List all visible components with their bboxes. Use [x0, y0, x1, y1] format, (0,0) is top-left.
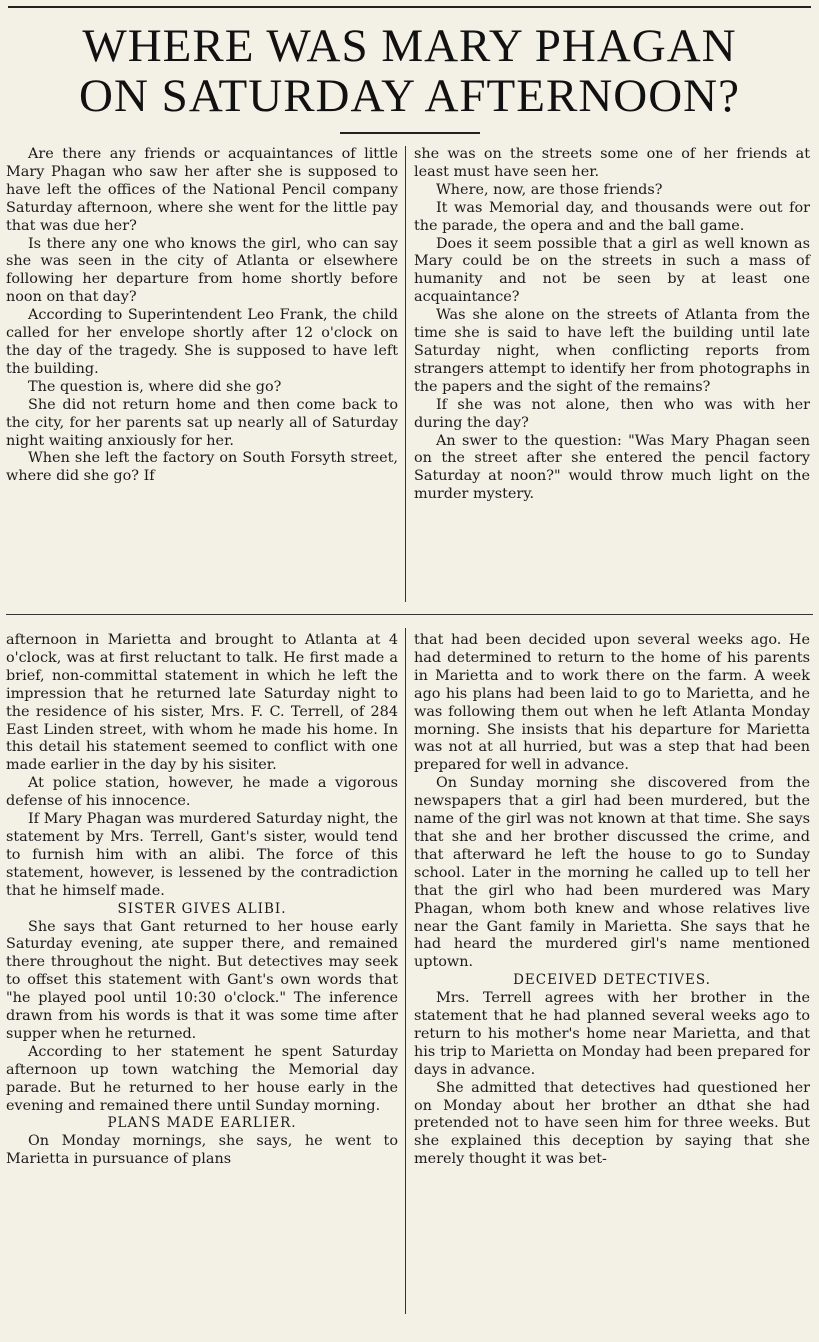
top-border-rule [8, 6, 811, 8]
paragraph: she was on the streets some one of her friends at least must have seen her. [414, 146, 810, 180]
paragraph: Does it seem possible that a girl as well known as Mary could be on the streets in such a mass of humanity and not be seen by at least one acquaintance? [414, 235, 810, 306]
paragraph: On Sunday morning she discovered from the newspapers that a girl had been murdered, but the name of the girl was not known at that time. She says that she and her brother discussed the crime, and that afterward he left the house to go to Sunday school. Later in the morning he called up to tell her that the girl who had been murdered was Mary Phagan, whom both knew and whose relatives live near the Gant family in Marietta. She says that he had heard the murdered girl's name mentioned uptown. [414, 775, 810, 971]
article-bottom-right-column [414, 632, 810, 1169]
subheading-sister-gives-alibi: SISTER GIVES ALIBI. [117, 900, 287, 917]
column-rule-bottom [405, 628, 406, 1314]
paragraph: Mrs. Terrell agrees with her brother in the statement that he had planned several weeks ago to return to his mother's home near Marietta, and that his trip to Marietta on Monday had been prepared for days in advance. [414, 990, 810, 1078]
headline-line-1: WHERE WAS MARY PHAGAN [82, 20, 737, 72]
paragraph: When she left the factory on South Forsyth street, where did she go? If [6, 450, 398, 485]
paragraph: that had been decided upon several weeks ago. He had determined to return to the home of his parents in Marietta and to work there on the farm. A week ago his plans had been laid to go to Marietta, and he was following them out when he left Atlanta Monday morning. She insists that his departure for Marietta was not at all hurried, but was a step that had been prepared for well in advance. [414, 632, 810, 774]
headline-line-2: ON SATURDAY AFTERNOON? [79, 70, 740, 122]
paragraph: Is there any one who knows the girl, who can say she was seen in the city of Atlanta or elsewhere following her departure from home shortly before noon on that day? [6, 235, 398, 306]
paragraph: According to her statement he spent Saturday afternoon up town watching the Memorial day parade. But he returned to her house early in the evening and remained there until Sunday morning. [6, 1043, 398, 1114]
paragraph: Where, now, are those friends? [436, 181, 663, 198]
paragraph: It was Memorial day, and thousands were out for the parade, the opera and and the ball game. [414, 199, 810, 234]
paragraph: An swer to the question: "Was Mary Phagan seen on the street after she entered the pencil factory Saturday at noon?" would throw much light on the murder mystery. [414, 432, 810, 503]
article-top-left-column [6, 146, 398, 486]
paragraph: She did not return home and then come back to the city, for her parents sat up nearly all of Saturday night waiting anxiously for her. [6, 396, 398, 449]
paragraph: She admitted that detectives had questioned her on Monday about her brother an dthat she had pretended not to have seen him for three weeks. But she explained this deception by saying that she merely thought it was bet- [414, 1079, 810, 1168]
paragraph: On Monday mornings, she says, he went to Marietta in pursuance of plans [6, 1133, 398, 1168]
column-rule-top [405, 146, 406, 602]
paragraph: According to Superintendent Leo Frank, the child called for her envelope shortly after 12 o'clock on the day of the tragedy. She is supposed to have left the building. [6, 307, 398, 377]
paragraph: At police station, however, he made a vigorous defense of his innocence. [6, 775, 398, 810]
paragraph: The question is, where did she go? [28, 378, 282, 395]
paragraph: If she was not alone, then who was with her during the day? [414, 396, 810, 431]
paragraph: If Mary Phagan was murdered Saturday night, the statement by Mrs. Terrell, Gant's sister, would tend to furnish him with an alibi. The force of this statement, however, is lessened by the contradiction that he himself made. [6, 811, 398, 899]
subheading-deceived-detectives: DECEIVED DETECTIVES. [513, 972, 711, 989]
article-top-right-column [414, 146, 810, 504]
paragraph: Was she alone on the streets of Atlanta from the time she is said to have left the building until late Saturday night, when conflicting reports from strangers attempt to identify her from photographs in the papers and the sight of the remains? [414, 307, 810, 395]
article-bottom-left-column [6, 632, 398, 1169]
section-separator [6, 614, 813, 615]
subheading-plans-made-earlier: PLANS MADE EARLIER. [107, 1115, 297, 1132]
paragraph: She says that Gant returned to her house early Saturday evening, ate supper there, and remained there throughout the night. But detectives may seek to offset this statement with Gant's own words that "he played pool until 10:30 o'clock." The inference drawn from his words is that it was some time after supper when he returned. [6, 918, 398, 1042]
paragraph: Are there any friends or acquaintances of little Mary Phagan who saw her after she is supposed to have left the offices of the National Pencil company Saturday afternoon, where she went for the little pay that was due her? [6, 146, 398, 234]
headline-divider [340, 132, 480, 134]
paragraph: afternoon in Marietta and brought to Atlanta at 4 o'clock, was at first reluctant to talk. He first made a brief, non-committal statement in which he left the impression that he returned late Saturday night to the residence of his sister, Mrs. F. C. Terrell, of 284 East Linden street, with whom he made his home. In this detail his statement seemed to conflict with one made earlier in the day by his sisiter. [6, 632, 398, 774]
